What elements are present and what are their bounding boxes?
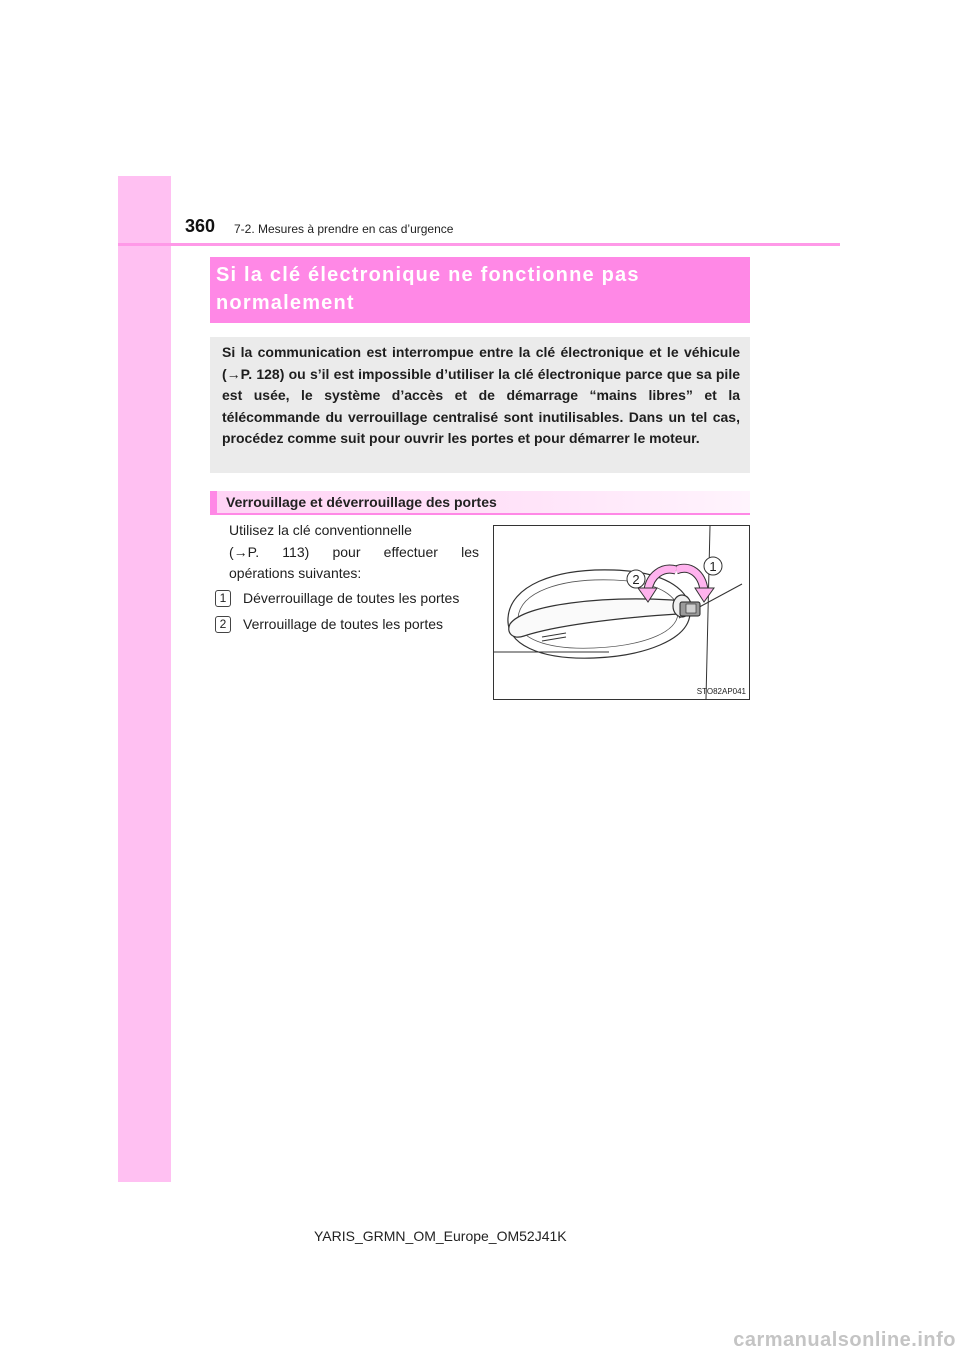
watermark: carmanualsonline.info — [733, 1329, 956, 1351]
door-handle-illustration — [494, 526, 749, 699]
section-title-line1: Si la clé électronique ne fonctionne pas — [216, 264, 640, 286]
subsection-heading — [210, 491, 750, 515]
page-number: 360 — [185, 216, 216, 236]
step-2-badge: 2 — [215, 616, 231, 633]
step-1-label: Déverrouillage de toutes les portes — [243, 590, 460, 606]
section-title-line2: normalement — [216, 292, 355, 314]
step-1-badge: 1 — [215, 590, 231, 607]
body-line-2: (→P. 113) pour effectuer les — [229, 543, 479, 560]
footer-doc-id: YARIS_GRMN_OM_Europe_OM52J41K — [314, 1228, 567, 1244]
arrow-1-head — [695, 588, 714, 602]
door-edge-line — [706, 526, 710, 699]
section-title — [210, 257, 750, 323]
handle-detail — [542, 633, 566, 637]
intro-text: Si la communication est interrompue entre la clé électronique et le véhicule (→P. 128) ou s’il est impossible d’utiliser la clé électronique parce que sa pile est usée, le système d’accès et de démarrage “mains libres” et la télécommande du verrouillage centralisé sont inutilisables. Dans un tel cas, procédez comme suit pour ouvrir les portes et pour démarrer le moteur. — [222, 344, 740, 447]
callout-1-label: 1 — [709, 559, 717, 574]
figure-code: STO82AP041 — [696, 687, 746, 696]
header-rule — [118, 243, 840, 246]
step-2-label: Verrouillage de toutes les portes — [243, 616, 444, 632]
body-text — [229, 520, 479, 585]
door-handle-figure — [493, 525, 750, 700]
body-line-1: Utilisez la clé conventionnelle — [229, 522, 412, 538]
subsection-bar — [210, 491, 217, 513]
key-grip — [686, 604, 696, 613]
intro-box — [210, 337, 750, 473]
callout-2-label: 2 — [632, 572, 640, 587]
body-line-3: opérations suivantes: — [229, 565, 362, 581]
side-tab — [118, 176, 171, 1182]
subsection-title: Verrouillage et déverrouillage des portes — [226, 494, 497, 510]
door-handle — [509, 599, 683, 637]
handle-detail — [542, 637, 566, 641]
chapter-header: 7-2. Mesures à prendre en cas d’urgence — [234, 222, 454, 236]
